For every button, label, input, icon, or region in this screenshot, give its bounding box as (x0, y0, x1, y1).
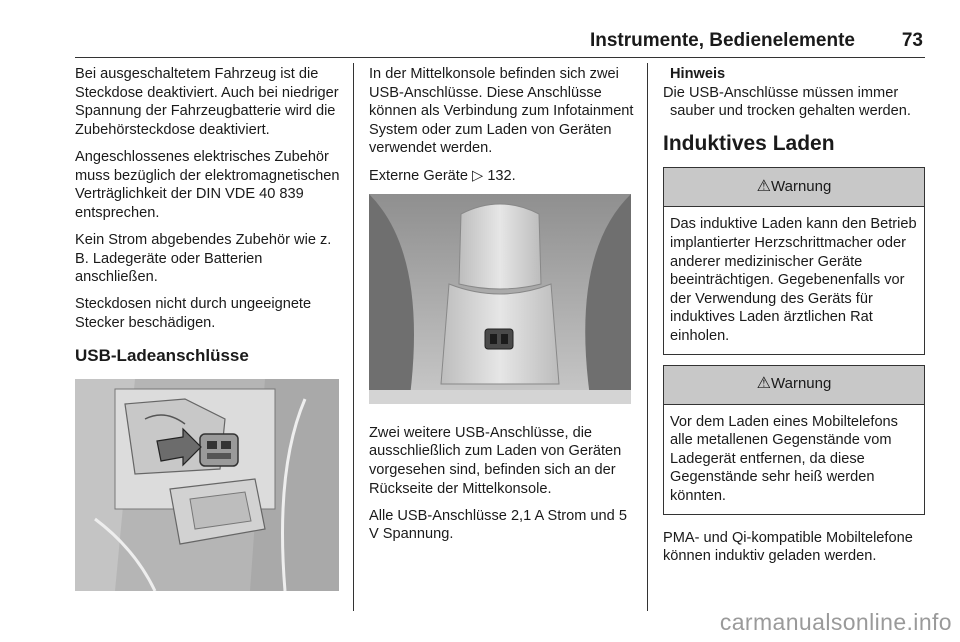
note-text: Die USB-Anschlüsse müssen immer sauber und trocken gehalten werden. (663, 84, 911, 120)
usb-front-illustration (75, 379, 339, 591)
column-2 (369, 65, 635, 553)
column-3 (663, 65, 925, 574)
column-divider-2 (647, 63, 648, 611)
note (663, 65, 925, 121)
warning-triangle-icon: ⚠ (756, 375, 772, 393)
note-title: Hinweis (670, 66, 726, 82)
paragraph: Kein Strom abgebendes Zubehör wie z. B. Ladegeräte oder Batterien anschließen. (75, 231, 332, 286)
column-1 (75, 65, 343, 591)
section-heading: USB-Ladeanschlüsse (75, 345, 249, 365)
usb-rear-console-photo (369, 194, 631, 404)
page-title: Instrumente, Bedienelemente (589, 30, 855, 51)
warning-header (664, 366, 924, 405)
paragraph: Zwei weitere USB-Anschlüsse, die ausschließlich zum Laden von Geräten vorgesehen sind, befinden sich an der Rückseite der Mittelkonsole. (369, 424, 622, 497)
warning-title: Warnung (771, 178, 832, 196)
paragraph: In der Mittelkonsole befinden sich zwei USB-Anschlüsse. Diese Anschlüsse können als Verbindung zum Infotainment System oder zum Laden von Geräten verwendet werden. (369, 66, 634, 157)
warning-header (664, 168, 924, 207)
warning-title: Warnung (771, 375, 832, 393)
paragraph: Angeschlossenes elektrisches Zubehör muss bezüglich der elektromagnetischen Verträglichkeit der DIN VDE 40 839 entsprechen. (75, 148, 340, 221)
section-heading: Induktives Laden (663, 131, 835, 155)
warning-text: Vor dem Laden eines Mobiltelefons alle metallenen Gegenstände vom Ladegerät entfernen, da diese Gegenstände sehr heiß werden könnten. (670, 413, 898, 504)
column-divider-1 (353, 63, 354, 611)
paragraph: Bei ausgeschaltetem Fahrzeug ist die Steckdose deaktiviert. Auch bei niedriger Spannung der Fahrzeugbatterie wird die Zubehörsteckdose deaktiviert. (75, 66, 339, 138)
warning-box (663, 167, 925, 354)
header-rule (75, 57, 925, 58)
paragraph: Steckdosen nicht durch ungeeignete Stecker beschädigen. (75, 296, 312, 331)
paragraph: PMA- und Qi-kompatible Mobiltelefone können induktiv geladen werden. (663, 529, 913, 565)
paragraph: Alle USB-Anschlüsse 2,1 A Strom und 5 V Spannung. (369, 507, 627, 543)
watermark: carmanualsonline.info (719, 609, 952, 635)
page-header (75, 22, 925, 56)
cross-reference[interactable]: Externe Geräte ▷ 132. (369, 167, 516, 184)
warning-text: Das induktive Laden kann den Betrieb implantierter Herzschrittmacher oder anderer medizinischer Geräte beeinträchtigen. Gegebenenfalls vor der Verwendung des Geräts für induktives Laden ärztlichen Rat einholen. (670, 216, 917, 344)
page-number: 73 (901, 30, 923, 51)
page-ref-icon: ▷ (472, 167, 484, 184)
warning-triangle-icon: ⚠ (756, 178, 772, 196)
warning-box (663, 365, 925, 515)
